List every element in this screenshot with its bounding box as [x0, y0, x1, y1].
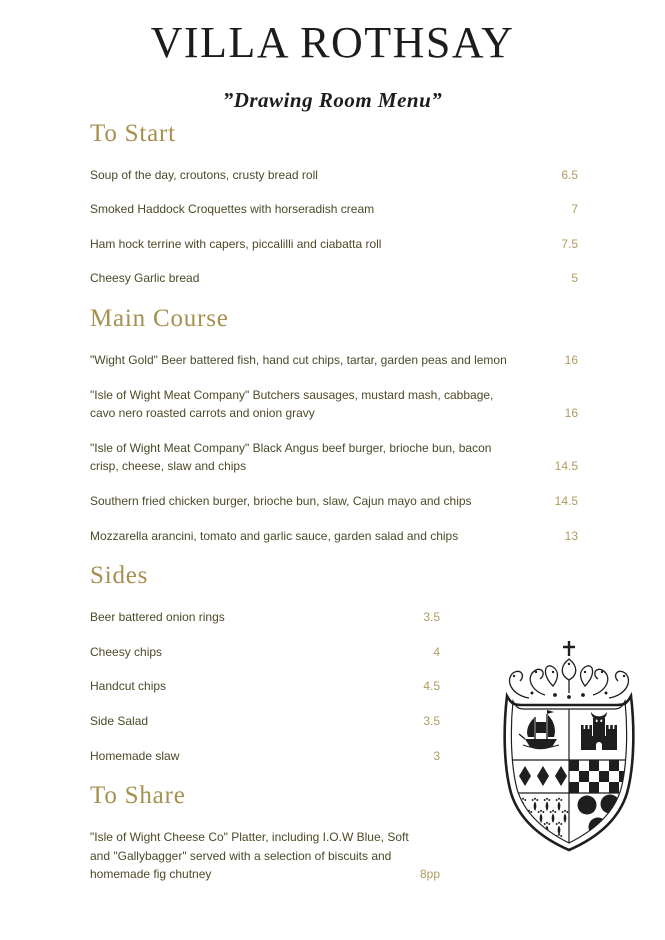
menu-item-price: 7: [571, 202, 578, 217]
menu-item-price: 13: [564, 528, 578, 543]
menu-item-name: Southern fried chicken burger, brioche bun, slaw, Cajun mayo and chips: [90, 493, 472, 508]
menu-item-row: [90, 608, 440, 627]
menu-item-row: [90, 269, 578, 288]
menu-item-price: 3.5: [423, 713, 440, 728]
menu-item-price: 3: [433, 748, 440, 763]
menu-item-row: [90, 712, 440, 731]
menu-item-price: 8pp: [419, 867, 440, 882]
section-to-start: [90, 119, 665, 288]
menu-item-name: Mozzarella arancini, tomato and garlic sauce, garden salad and chips: [90, 528, 459, 543]
menu-item-name: Homemade slaw: [90, 748, 180, 763]
menu-item-name: Cheesy chips: [90, 644, 163, 659]
menu-item-name: "Isle of Wight Meat Company" Butchers sausages, mustard mash, cabbage, cavo nero roasted carrots and onion gravy: [90, 387, 494, 421]
menu-item-price: 5: [571, 271, 578, 286]
menu-item-name: Soup of the day, croutons, crusty bread roll: [90, 167, 318, 182]
menu-item-row: [90, 677, 440, 696]
menu-item-price: 16: [564, 352, 578, 367]
menu-item-row: [90, 439, 578, 476]
menu-item-row: [90, 200, 578, 219]
section-heading-to-start: To Start: [90, 119, 176, 147]
menu-item-name: Cheesy Garlic bread: [90, 271, 200, 286]
menu-item-name: "Wight Gold" Beer battered fish, hand cut chips, tartar, garden peas and lemon: [90, 352, 507, 367]
menu-item-name: Beer battered onion rings: [90, 610, 225, 625]
menu-item-row: [90, 166, 578, 185]
menu-item-price: 14.5: [554, 493, 578, 508]
menu-item-row: [90, 351, 578, 370]
menu-item-row: [90, 235, 578, 254]
menu-header: [0, 0, 665, 113]
section-heading-to-share: To Share: [90, 782, 186, 810]
menu-item-row: [90, 643, 440, 662]
menu-item-price: 7.5: [561, 236, 578, 251]
coat-of-arms-icon: [499, 638, 639, 856]
menu-item-row: [90, 492, 578, 511]
menu-item-price: 14.5: [554, 459, 578, 474]
menu-item-name: Side Salad: [90, 713, 149, 728]
section-main-course: [90, 304, 665, 545]
menu-item-price: 6.5: [561, 167, 578, 182]
menu-item-price: 3.5: [423, 610, 440, 625]
menu-item-name: Ham hock terrine with capers, piccalilli and ciabatta roll: [90, 236, 382, 251]
menu-item-name: Smoked Haddock Croquettes with horseradish cream: [90, 202, 375, 217]
menu-item-price: 16: [564, 406, 578, 421]
menu-item-price: 4: [433, 644, 440, 659]
menu-item-price: 4.5: [423, 679, 440, 694]
menu-item-row: [90, 386, 578, 423]
menu-subtitle: ”Drawing Room Menu”: [222, 87, 443, 112]
menu-item-row: [90, 527, 578, 546]
restaurant-title: VILLA ROTHSAY: [150, 18, 515, 67]
menu-item-name: "Isle of Wight Cheese Co" Platter, including I.O.W Blue, Soft and "Gallybagger" served with a selection of biscuits and homemade fig chutney: [90, 830, 409, 882]
section-heading-sides: Sides: [90, 562, 149, 590]
menu-item-row: [90, 747, 440, 766]
section-heading-main-course: Main Course: [90, 304, 229, 332]
menu-item-name: Handcut chips: [90, 679, 167, 694]
menu-item-name: "Isle of Wight Meat Company" Black Angus beef burger, brioche bun, bacon crisp, cheese, slaw and chips: [90, 440, 492, 474]
menu-item-row: [90, 828, 440, 884]
